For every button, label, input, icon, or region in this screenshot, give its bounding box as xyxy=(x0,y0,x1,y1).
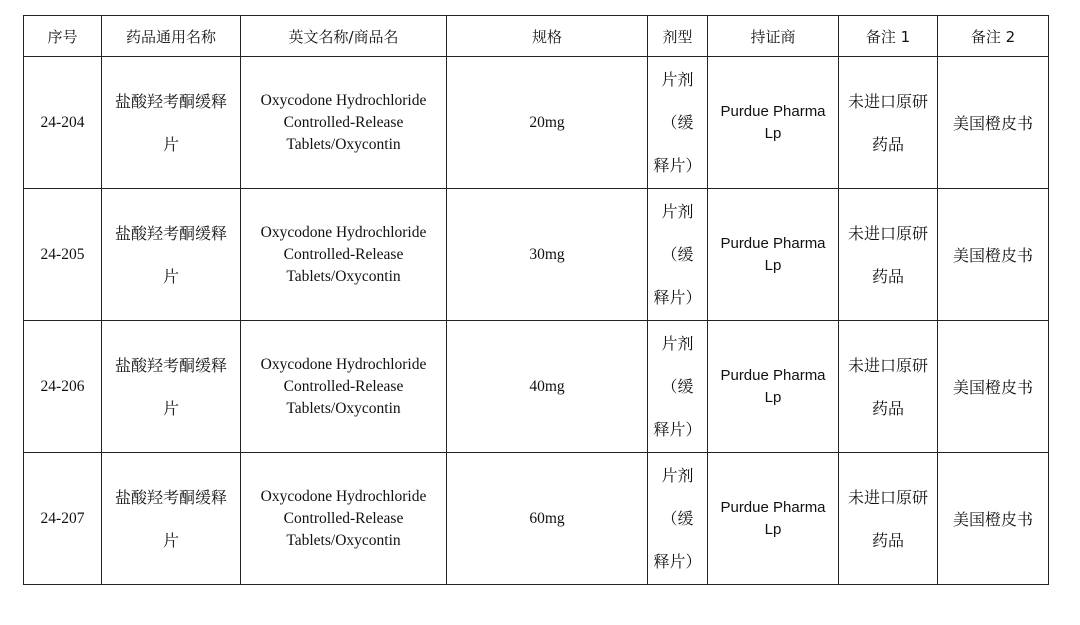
english-name-line: Controlled-Release xyxy=(283,377,404,395)
english-name-line: Oxycodone Hydrochloride xyxy=(260,487,427,505)
cell-remark-1 xyxy=(839,321,938,453)
cell-holder xyxy=(708,453,839,585)
remark-1-line: 药品 xyxy=(871,134,904,154)
remark-1-line: 未进口原研 xyxy=(847,355,928,375)
cell-english-name xyxy=(241,57,447,189)
cell-no: 24-207 xyxy=(24,453,102,585)
english-name-line: Tablets/Oxycontin xyxy=(286,135,401,153)
table-row xyxy=(24,453,1049,585)
header-english-name: 英文名称/商品名 xyxy=(241,16,447,57)
header-generic-name: 药品通用名称 xyxy=(102,16,241,57)
english-name-line: Controlled-Release xyxy=(283,245,404,263)
cell-remark-1 xyxy=(839,189,938,321)
header-dosage-form: 剂型 xyxy=(648,16,708,57)
dosage-form-line: 释片） xyxy=(653,552,702,571)
holder-line: Purdue Pharma xyxy=(720,366,826,384)
holder-line: Lp xyxy=(764,520,782,538)
remark-1-line: 药品 xyxy=(871,530,904,550)
drug-table xyxy=(23,15,1049,585)
holder-line: Purdue Pharma xyxy=(720,102,826,120)
table-row xyxy=(24,57,1049,189)
cell-holder xyxy=(708,321,839,453)
cell-spec: 20mg xyxy=(447,57,648,189)
english-name-line: Controlled-Release xyxy=(283,509,404,527)
remark-1-line: 药品 xyxy=(871,398,904,418)
cell-remark-2: 美国橙皮书 xyxy=(938,453,1049,585)
dosage-form-line: 片剂 xyxy=(661,466,694,485)
english-name-line: Controlled-Release xyxy=(283,113,404,131)
header-row xyxy=(24,16,1049,57)
header-spec: 规格 xyxy=(447,16,648,57)
english-name-line: Tablets/Oxycontin xyxy=(286,531,401,549)
generic-name-line: 盐酸羟考酮缓释 xyxy=(114,487,227,507)
cell-remark-1 xyxy=(839,57,938,189)
dosage-form-line: 释片） xyxy=(653,156,702,175)
holder-line: Lp xyxy=(764,124,782,142)
holder-line: Purdue Pharma xyxy=(720,234,826,252)
remark-1-line: 未进口原研 xyxy=(847,91,928,111)
cell-english-name xyxy=(241,189,447,321)
dosage-form-line: 释片） xyxy=(653,420,702,439)
dosage-form-line: （缓 xyxy=(661,377,694,396)
cell-dosage-form xyxy=(648,189,708,321)
generic-name-line: 盐酸羟考酮缓释 xyxy=(114,223,227,243)
table-row xyxy=(24,321,1049,453)
header-no: 序号 xyxy=(24,16,102,57)
cell-english-name xyxy=(241,453,447,585)
generic-name-line: 盐酸羟考酮缓释 xyxy=(114,91,227,111)
table-row xyxy=(24,189,1049,321)
cell-holder xyxy=(708,57,839,189)
remark-1-line: 未进口原研 xyxy=(847,487,928,507)
generic-name-line: 盐酸羟考酮缓释 xyxy=(114,355,227,375)
dosage-form-line: （缓 xyxy=(661,113,694,132)
cell-spec: 60mg xyxy=(447,453,648,585)
cell-generic-name xyxy=(102,57,241,189)
cell-generic-name xyxy=(102,321,241,453)
holder-line: Lp xyxy=(764,388,782,406)
dosage-form-line: 片剂 xyxy=(661,70,694,89)
remark-1-line: 未进口原研 xyxy=(847,223,928,243)
header-remark-2: 备注 2 xyxy=(938,16,1049,57)
cell-dosage-form xyxy=(648,321,708,453)
cell-remark-2: 美国橙皮书 xyxy=(938,189,1049,321)
generic-name-line: 片 xyxy=(162,398,179,418)
dosage-form-line: 释片） xyxy=(653,288,702,307)
generic-name-line: 片 xyxy=(162,530,179,550)
generic-name-line: 片 xyxy=(162,134,179,154)
cell-dosage-form xyxy=(648,453,708,585)
holder-line: Purdue Pharma xyxy=(720,498,826,516)
dosage-form-line: （缓 xyxy=(661,509,694,528)
cell-no: 24-205 xyxy=(24,189,102,321)
dosage-form-line: 片剂 xyxy=(661,334,694,353)
cell-generic-name xyxy=(102,189,241,321)
cell-generic-name xyxy=(102,453,241,585)
cell-english-name xyxy=(241,321,447,453)
english-name-line: Tablets/Oxycontin xyxy=(286,399,401,417)
cell-spec: 30mg xyxy=(447,189,648,321)
holder-line: Lp xyxy=(764,256,782,274)
remark-1-line: 药品 xyxy=(871,266,904,286)
english-name-line: Oxycodone Hydrochloride xyxy=(260,355,427,373)
cell-remark-1 xyxy=(839,453,938,585)
cell-remark-2: 美国橙皮书 xyxy=(938,57,1049,189)
cell-remark-2: 美国橙皮书 xyxy=(938,321,1049,453)
generic-name-line: 片 xyxy=(162,266,179,286)
dosage-form-line: 片剂 xyxy=(661,202,694,221)
cell-no: 24-204 xyxy=(24,57,102,189)
cell-dosage-form xyxy=(648,57,708,189)
english-name-line: Tablets/Oxycontin xyxy=(286,267,401,285)
cell-no: 24-206 xyxy=(24,321,102,453)
header-remark-1: 备注 1 xyxy=(839,16,938,57)
english-name-line: Oxycodone Hydrochloride xyxy=(260,223,427,241)
header-holder: 持证商 xyxy=(708,16,839,57)
cell-holder xyxy=(708,189,839,321)
dosage-form-line: （缓 xyxy=(661,245,694,264)
english-name-line: Oxycodone Hydrochloride xyxy=(260,91,427,109)
cell-spec: 40mg xyxy=(447,321,648,453)
